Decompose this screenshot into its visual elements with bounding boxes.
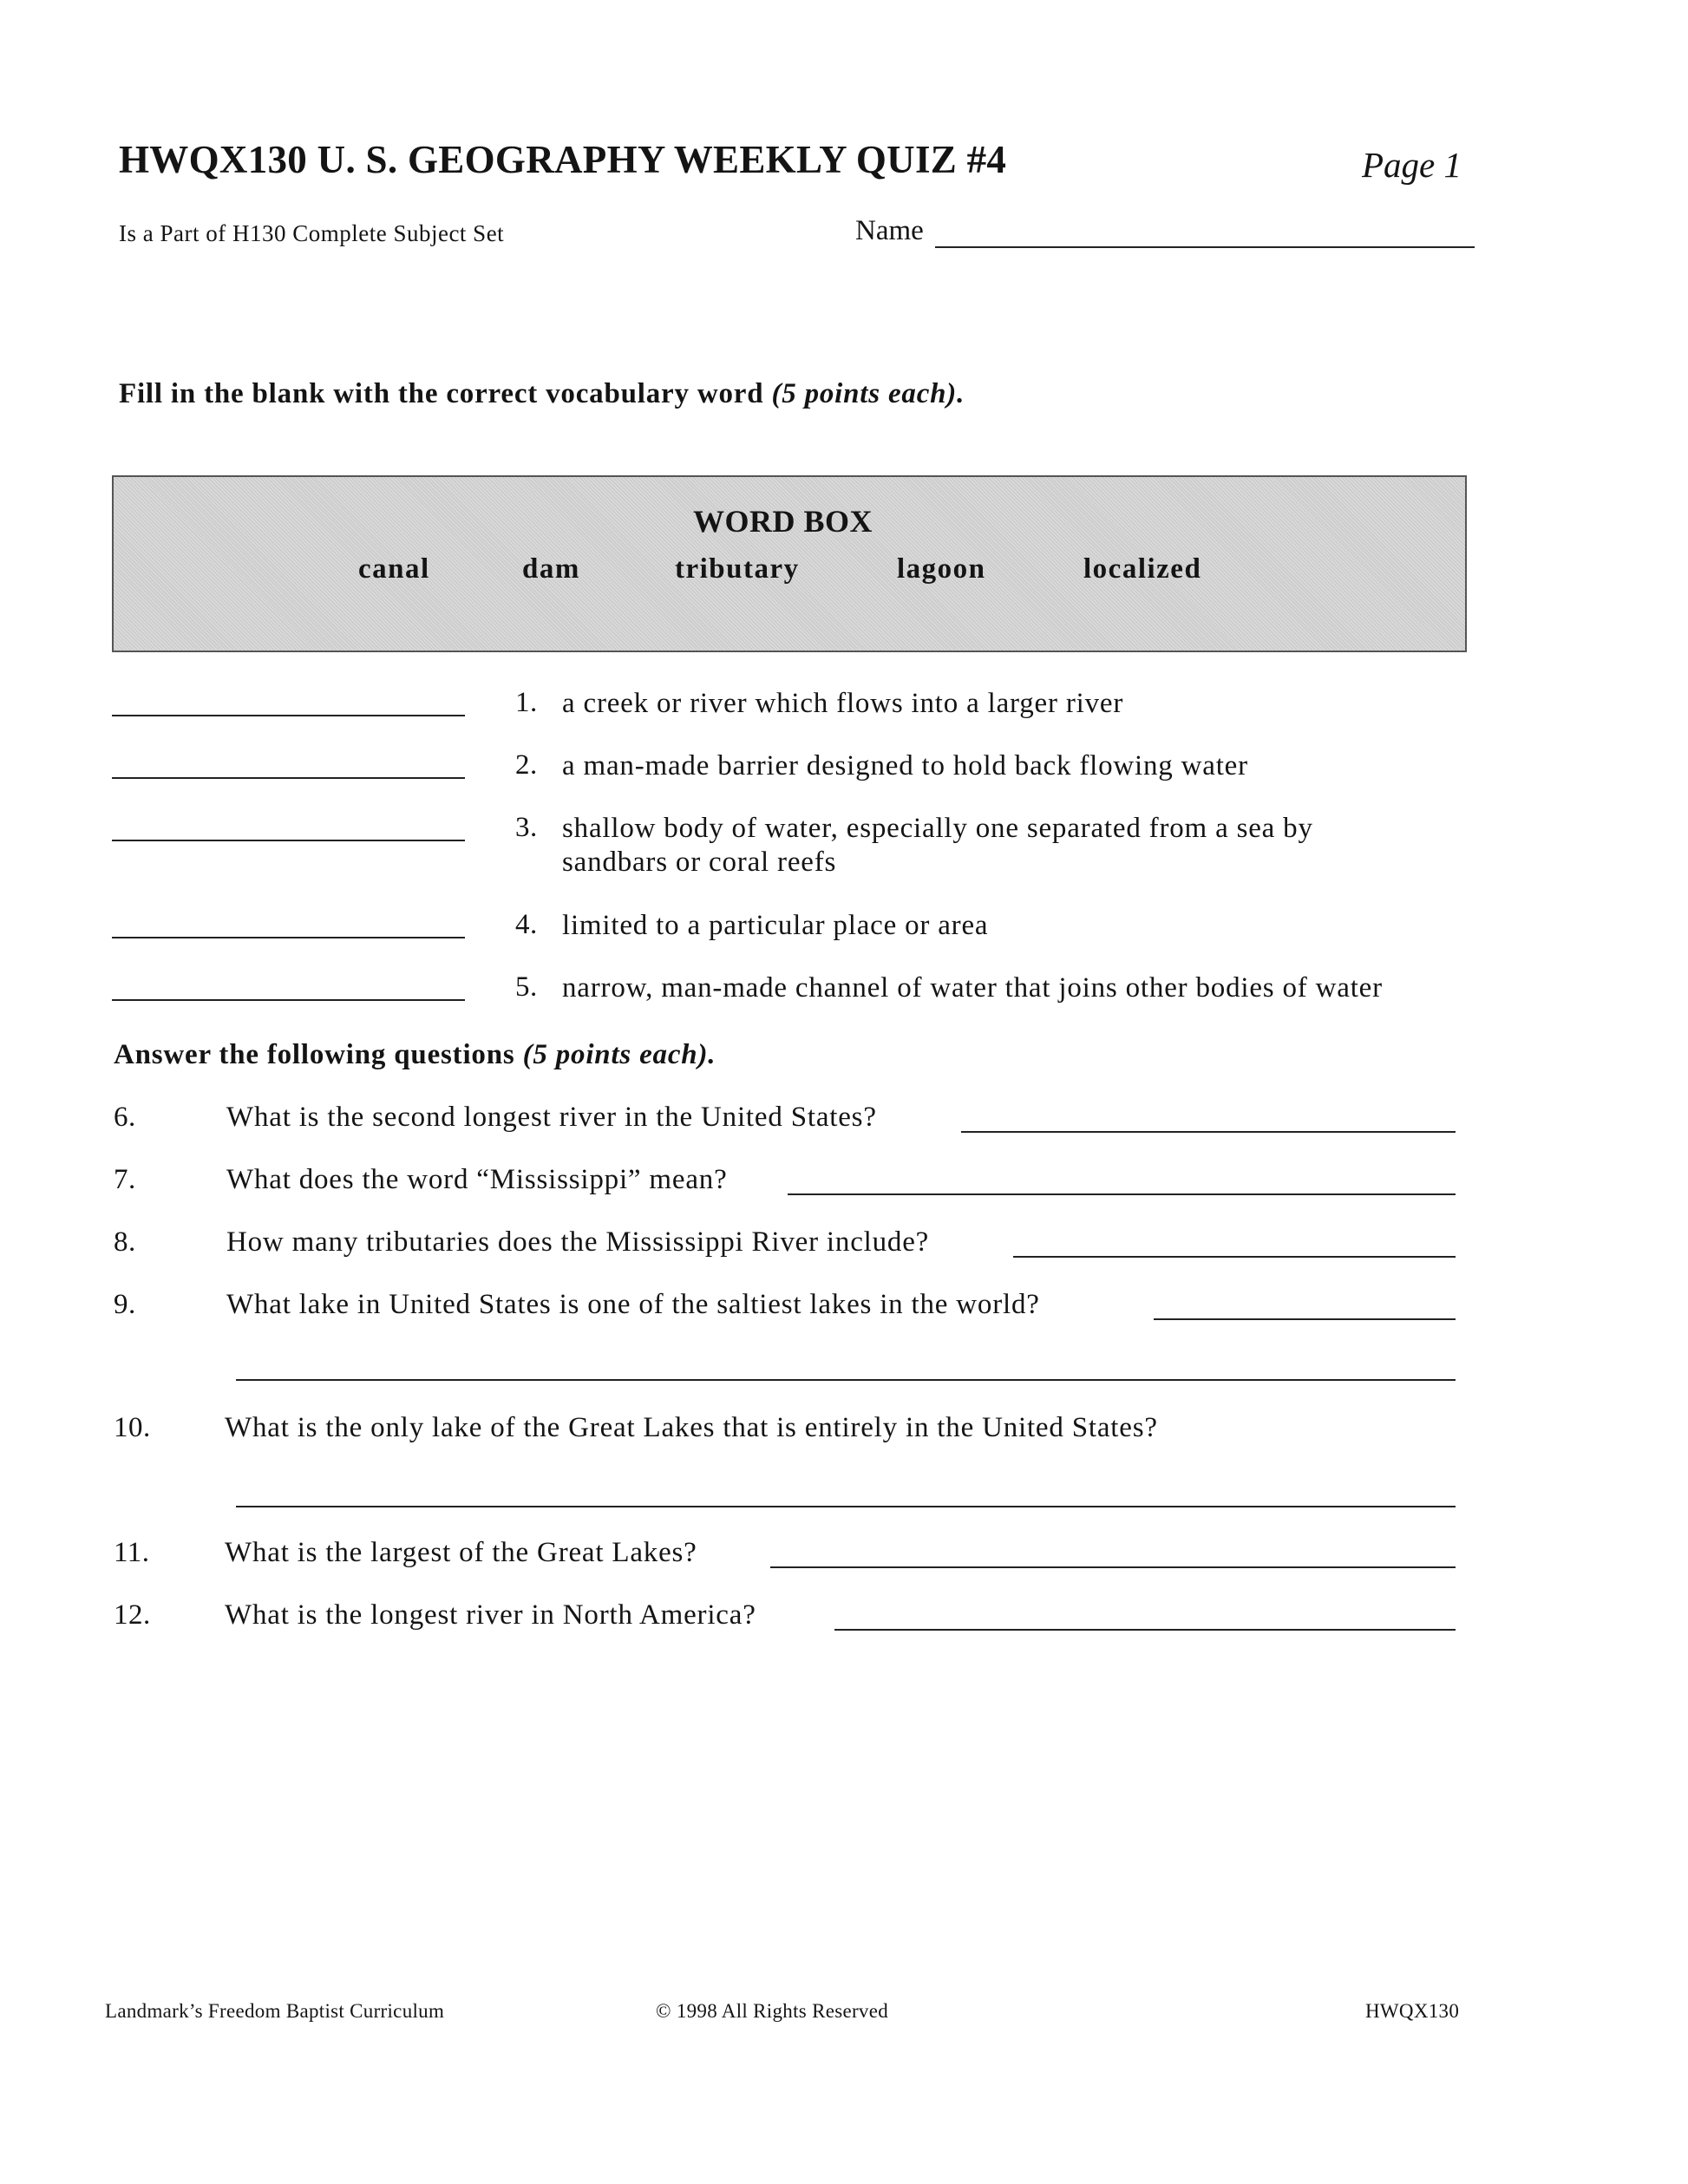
question-text: What is the largest of the Great Lakes? [225,1537,697,1568]
word-box-title: WORD BOX [693,504,873,539]
answer-line[interactable] [788,1193,1456,1195]
quiz-title: HWQX130 U. S. GEOGRAPHY WEEKLY QUIZ #4 [119,138,1007,181]
name-blank-line[interactable] [935,246,1475,248]
answer-line[interactable] [236,1506,1456,1507]
vocab-number: 3. [515,812,538,843]
footer-publisher: Landmark’s Freedom Baptist Curriculum [105,2000,445,2022]
question-number: 11. [114,1537,150,1568]
word-box-word: canal [358,553,430,585]
vocab-definition: shallow body of water, especially one separated from a sea by [562,813,1313,844]
vocab-answer-blank[interactable] [112,937,465,938]
vocab-definition: narrow, man-made channel of water that joins other bodies of water [562,972,1383,1004]
question-text: What is the longest river in North America? [225,1599,756,1631]
vocab-answer-blank[interactable] [112,999,465,1001]
vocab-number: 1. [515,687,538,718]
answer-line[interactable] [961,1131,1456,1133]
vocab-answer-blank[interactable] [112,840,465,841]
question-text: What does the word “Mississippi” mean? [226,1164,728,1195]
question-text: What is the second longest river in the United States? [226,1102,877,1133]
question-number: 8. [114,1226,136,1258]
footer-code: HWQX130 [1365,2000,1460,2022]
vocab-answer-blank[interactable] [112,715,465,716]
question-number: 9. [114,1289,136,1320]
word-box-word: tributary [675,553,800,585]
question-text: What lake in United States is one of the saltiest lakes in the world? [226,1289,1040,1320]
answer-line-continued[interactable] [236,1379,1456,1381]
subject-set-note: Is a Part of H130 Complete Subject Set [119,220,505,246]
question-number: 7. [114,1164,136,1195]
question-number: 12. [114,1599,151,1631]
answer-line[interactable] [834,1629,1456,1631]
question-number: 10. [114,1412,151,1443]
answer-line[interactable] [1154,1318,1456,1320]
questions-instructions [114,1039,716,1071]
vocab-number: 5. [515,971,538,1003]
name-label: Name [855,215,924,246]
question-number: 6. [114,1102,136,1133]
footer-copyright: © 1998 All Rights Reserved [656,2000,889,2022]
vocab-definition: a creek or river which flows into a larger river [562,688,1124,719]
word-box-word: dam [522,553,580,585]
vocab-definition-continued: sandbars or coral reefs [562,847,837,878]
vocab-answer-blank[interactable] [112,777,465,779]
vocab-number: 2. [515,749,538,781]
word-box-word: lagoon [897,553,986,585]
questions-heading: Answer the following questions [114,1039,515,1070]
fill-in-text: Fill in the blank with the correct vocabulary word [119,378,764,409]
question-text: What is the only lake of the Great Lakes that is entirely in the United States? [225,1412,1158,1443]
answer-line[interactable] [770,1566,1456,1568]
questions-points: (5 points each). [522,1039,716,1070]
vocab-definition: limited to a particular place or area [562,910,989,941]
word-box-word: localized [1083,553,1202,585]
fill-in-points: (5 points each). [771,378,965,409]
answer-line[interactable] [1013,1256,1456,1258]
vocab-number: 4. [515,909,538,940]
fill-in-instructions [119,378,965,410]
vocab-definition: a man-made barrier designed to hold back flowing water [562,750,1248,781]
question-text: How many tributaries does the Mississippi River include? [226,1226,930,1258]
page-number: Page 1 [1362,145,1462,185]
